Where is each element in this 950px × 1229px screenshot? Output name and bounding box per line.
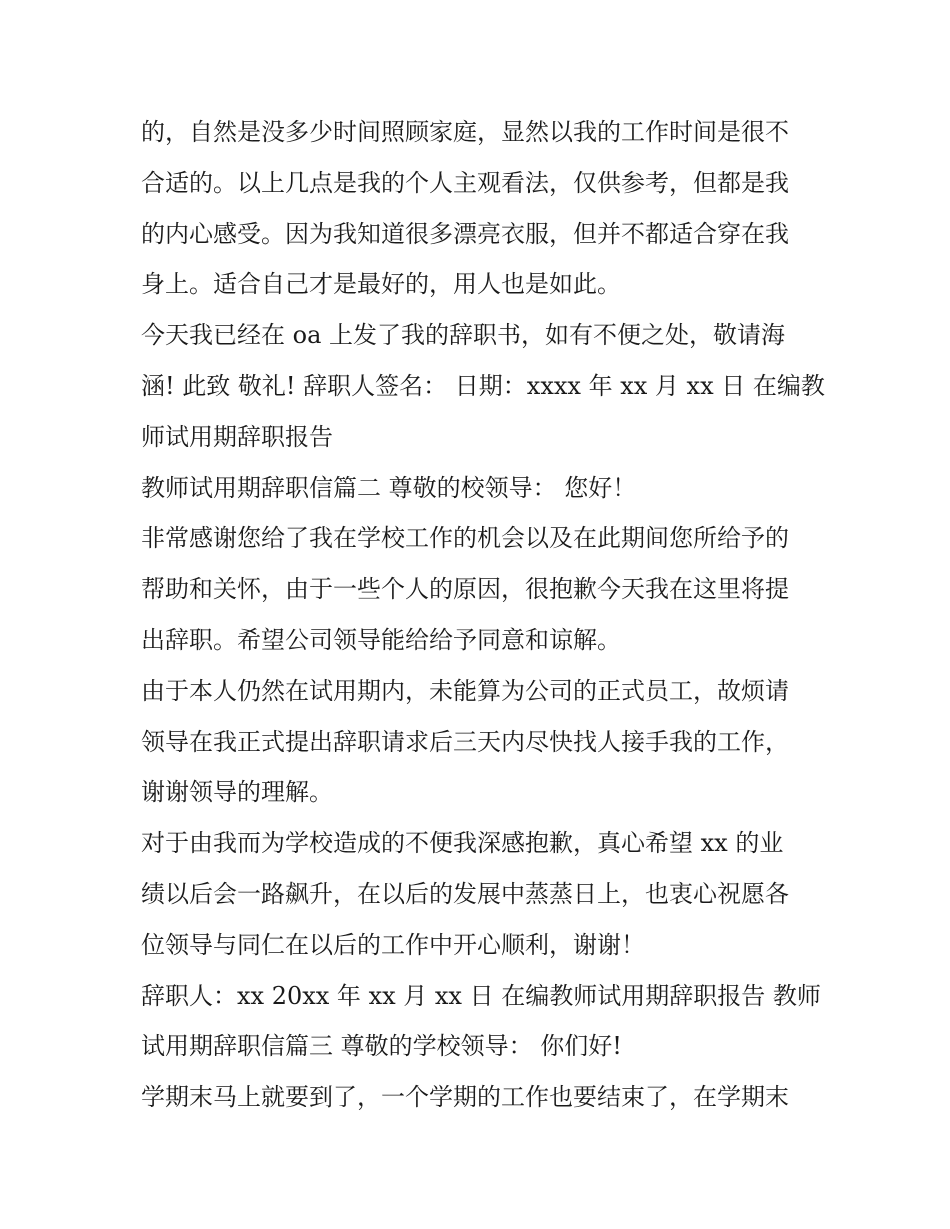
text-line: 今天我已经在 oa 上发了我的辞职书，如有不便之处，敬请海	[141, 321, 786, 350]
text-line: 试用期辞职信篇三 尊敬的学校领导： 你们好!	[141, 1032, 622, 1061]
text-line: 由于本人仍然在试用期内，未能算为公司的正式员工，故烦请	[141, 676, 789, 705]
text-line: 身上。适合自己才是最好的，用人也是如此。	[141, 270, 621, 299]
text-line: 教师试用期辞职信篇二 尊敬的校领导： 您好！	[141, 473, 637, 502]
document-body	[141, 107, 825, 1123]
text-line: 学期末马上就要到了，一个学期的工作也要结束了，在学期末	[141, 1083, 789, 1112]
text-line: 辞职人：xx 20xx 年 xx 月 xx 日 在编教师试用期辞职报告 教师	[141, 981, 821, 1010]
text-line: 的内心感受。因为我知道很多漂亮衣服，但并不都适合穿在我	[141, 219, 789, 248]
text-line: 涵! 此致 敬礼! 辞职人签名： 日期：xxxx 年 xx 月 xx 日 在编教	[141, 371, 825, 400]
text-line: 位领导与同仁在以后的工作中开心顺利，谢谢！	[141, 930, 645, 959]
text-line: 领导在我正式提出辞职请求后三天内尽快找人接手我的工作，	[141, 727, 789, 756]
text-line: 非常感谢您给了我在学校工作的机会以及在此期间您所给予的	[141, 524, 789, 553]
text-line: 合适的。以上几点是我的个人主观看法，仅供参考，但都是我	[141, 168, 789, 197]
text-line: 对于由我而为学校造成的不便我深感抱歉，真心希望 xx 的业	[141, 829, 784, 858]
text-line: 师试用期辞职报告	[141, 422, 333, 451]
text-line: 帮助和关怀，由于一些个人的原因，很抱歉今天我在这里将提	[141, 575, 789, 604]
text-line: 谢谢领导的理解。	[141, 778, 333, 807]
text-line: 绩以后会一路飙升，在以后的发展中蒸蒸日上，也衷心祝愿各	[141, 879, 789, 908]
text-line: 出辞职。希望公司领导能给给予同意和谅解。	[141, 625, 621, 654]
text-line: 的，自然是没多少时间照顾家庭，显然以我的工作时间是很不	[141, 118, 789, 146]
